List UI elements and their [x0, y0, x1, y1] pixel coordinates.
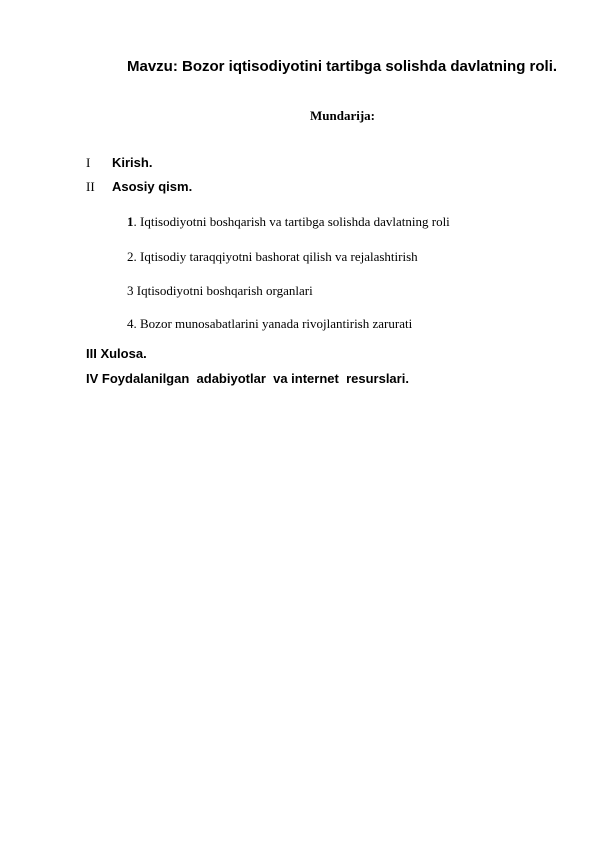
subsection-text: . Iqtisodiyotni boshqarish va tartibga solishda davlatning roli	[133, 214, 450, 229]
subsection-number: 1	[127, 214, 134, 229]
toc-section-xulosa: III Xulosa.	[86, 346, 147, 361]
section-numeral: I	[86, 155, 91, 170]
toc-heading: Mundarija:	[310, 108, 375, 123]
toc-subsection-item	[127, 249, 418, 265]
toc-subsection-item	[127, 283, 313, 299]
toc-section-kirish	[0, 155, 596, 171]
toc-subsection-item	[127, 316, 412, 332]
subsection-text: 2. Iqtisodiy taraqqiyotni bashorat qilish va rejalashtirish	[127, 249, 418, 264]
section-numeral: II	[86, 179, 95, 194]
toc-section-adabiyotlar: IV Foydalanilgan adabiyotlar va internet resurslari.	[86, 371, 409, 386]
toc-subsection-item	[127, 214, 450, 230]
page-title: Mavzu: Bozor iqtisodiyotini tartibga solishda davlatning roli.	[127, 58, 558, 75]
subsection-text: 4. Bozor munosabatlarini yanada rivojlantirish zarurati	[127, 316, 413, 331]
subsection-text: 3 Iqtisodiyotni boshqarish organlari	[127, 283, 313, 298]
section-label: Asosiy qism.	[112, 179, 193, 194]
section-label: Kirish.	[112, 155, 153, 170]
toc-section-asosiy-qism	[0, 179, 596, 195]
